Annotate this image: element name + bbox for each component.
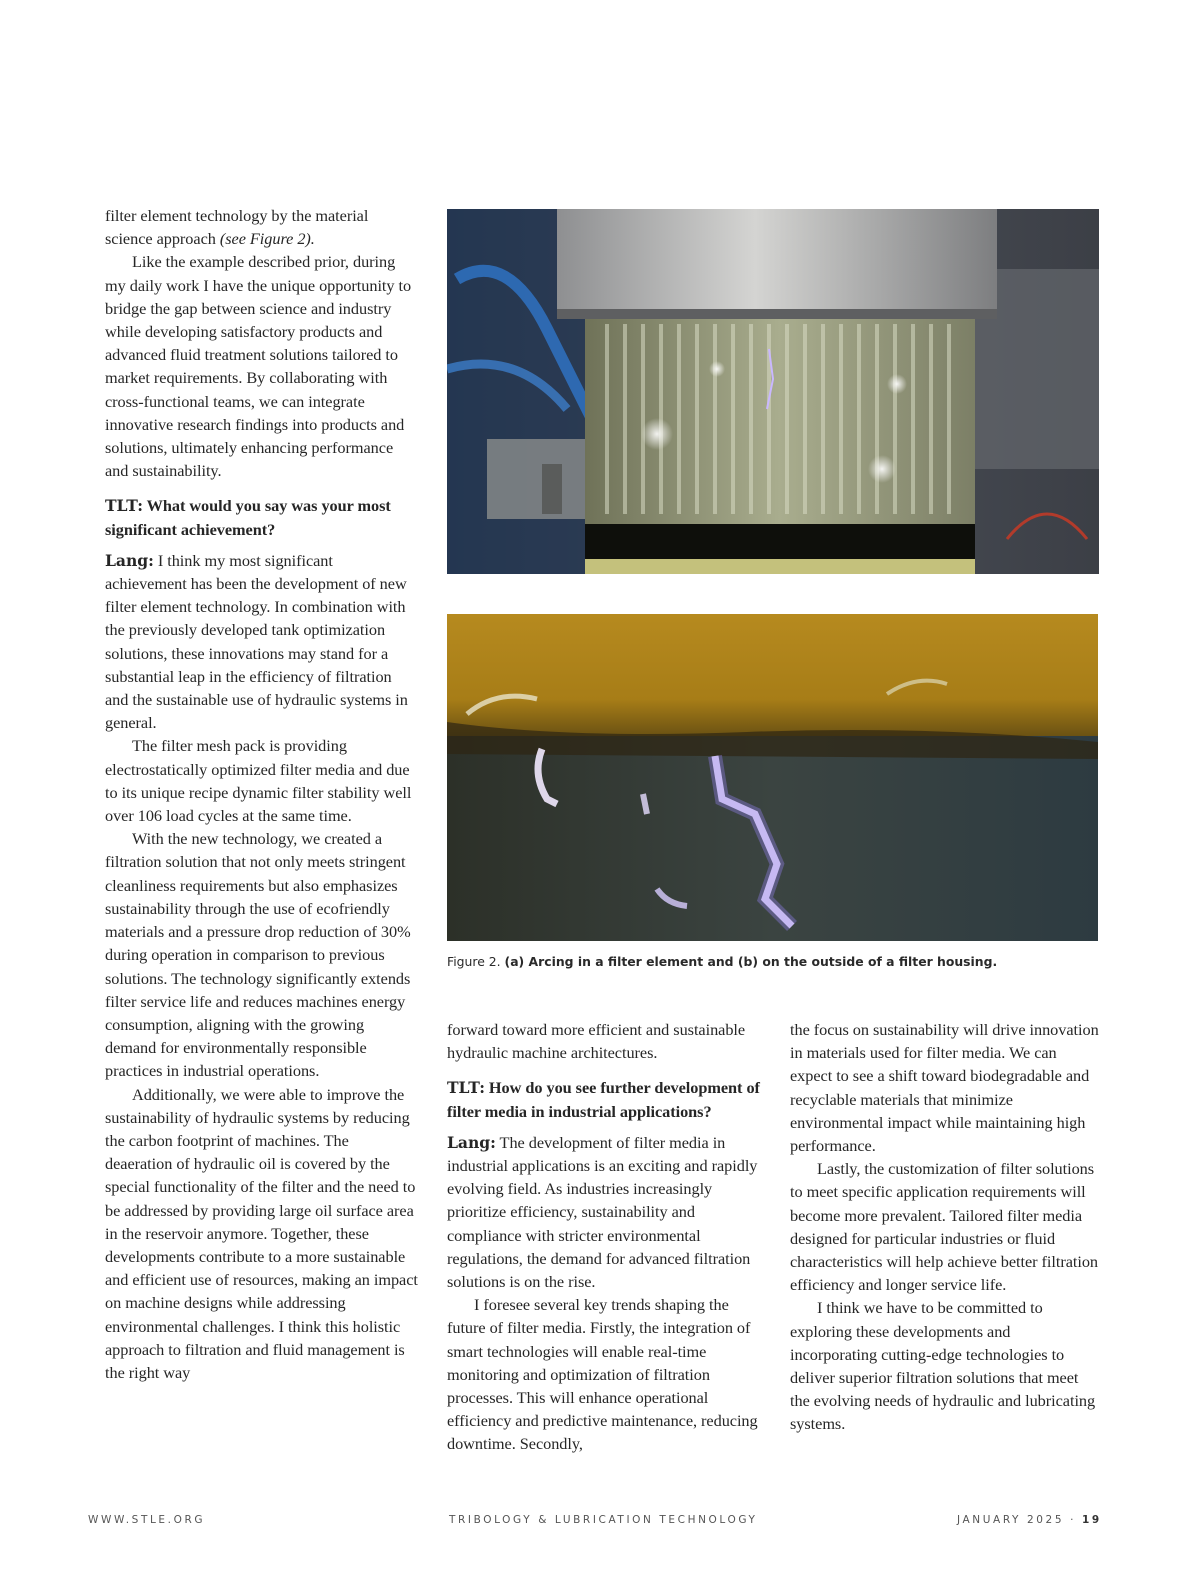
figure-reference: (see Figure 2). — [219, 229, 315, 249]
interview-question: TLT: What would you say was your most significant achievement? — [105, 496, 391, 539]
paragraph: the focus on sustainability will drive innovation in materials used for filter media. We can expect to see a shift toward biodegradable and recyclable materials that minimize environmental impact while maintaining high performance. — [790, 1020, 1099, 1156]
interview-question: TLT: How do you see further development of filter media in industrial applications? — [447, 1078, 760, 1121]
figure-caption — [447, 954, 1100, 969]
article-column-1 — [105, 204, 418, 1384]
footer-website: WWW.STLE.ORG — [88, 1514, 206, 1526]
interview-answer: Lang: The development of filter media in industrial applications is an exciting and rapidly evolving field. As industries increasingly prioritize efficiency, sustainability and compliance with stricter environmental regulations, the demand for advanced filtration solutions is on the rise. — [447, 1132, 758, 1292]
footer-separator: · — [1064, 1514, 1082, 1526]
article-column-2 — [447, 1018, 763, 1456]
interview-answer: Lang: I think my most significant achievement has been the development of new filter element technology. In combination with the previously developed tank optimization solutions, these innovations may stand for a substantial leap in the efficiency of filtration and the sustainable use of hydraulic systems in general. — [105, 550, 408, 733]
article-column-3 — [790, 1018, 1100, 1436]
speaker-label: Lang: — [105, 550, 154, 570]
paragraph: Additionally, we were able to improve the sustainability of hydraulic systems by reducing the carbon footprint of machines. The deaeration of hydraulic oil is covered by the special functionality of the filter and the need to be addressed by providing large oil surface area in the reservoir anymore. Together, these developments contribute to a more sustainable and efficient use of resources, making an impact on machine designs while addressing environmental challenges. I think this holistic approach to filtration and fluid management is the right way — [105, 1084, 418, 1382]
figure-caption-text: (a) Arcing in a filter element and (b) on the outside of a filter housing. — [504, 954, 998, 969]
paragraph: Like the example described prior, during my daily work I have the unique opportunity to bridge the gap between science and industry while developing satisfactory products and advanced fluid treatment solutions tailored to market requirements. By collaborating with cross-functional teams, we can integrate innovative research findings into products and solutions, ultimately enhancing performance and sustainability. — [105, 252, 412, 481]
figure-2a-photo — [447, 209, 1099, 574]
paragraph: I foresee several key trends shaping the future of filter media. Firstly, the integration of smart technologies will enable real-time monitoring and optimization of filtration processes. This will enhance operational efficiency and predictive maintenance, reducing downtime. Secondly, — [447, 1295, 758, 1454]
footer-publication: TRIBOLOGY & LUBRICATION TECHNOLOGY — [449, 1514, 758, 1526]
figure-2b-photo — [447, 614, 1098, 941]
speaker-label: Lang: — [447, 1132, 496, 1152]
footer-date: JANUARY 2025 — [957, 1514, 1065, 1526]
paragraph: The filter mesh pack is providing electrostatically optimized filter media and due to its unique recipe dynamic filter stability well over 106 load cycles at the same time. — [105, 736, 412, 826]
speaker-label: TLT: — [447, 1078, 485, 1098]
speaker-label: TLT: — [105, 496, 143, 516]
page-number: 19 — [1081, 1514, 1102, 1526]
figure-label: Figure 2. — [447, 954, 505, 969]
filter-housing-arcing-image — [447, 614, 1098, 941]
paragraph: forward toward more efficient and sustainable hydraulic machine architectures. — [447, 1020, 746, 1063]
paragraph: filter element technology by the material science approach (see Figure 2). — [105, 206, 369, 249]
filter-element-arcing-image — [447, 209, 1099, 574]
paragraph: With the new technology, we created a filtration solution that not only meets stringent cleanliness requirements but also emphasizes sustainability through the use of ecofriendly materials and a pressure drop reduction of 30% during operation in comparison to previous solutions. The technology significantly extends filter service life and reduces machines energy consumption, aligning with the growing demand for environmentally responsible practices in industrial operations. — [105, 829, 411, 1081]
paragraph: Lastly, the customization of filter solutions to meet specific application requirements will become more prevalent. Tailored filter media designed for particular industries or fluid characteristics will help achieve better filtration efficiency and longer service life. — [790, 1159, 1099, 1295]
footer-issue — [957, 1514, 1102, 1526]
paragraph: I think we have to be committed to exploring these developments and incorporating cutting-edge technologies to deliver superior filtration solutions that meet the evolving needs of hydraulic and lubricating systems. — [790, 1298, 1096, 1434]
